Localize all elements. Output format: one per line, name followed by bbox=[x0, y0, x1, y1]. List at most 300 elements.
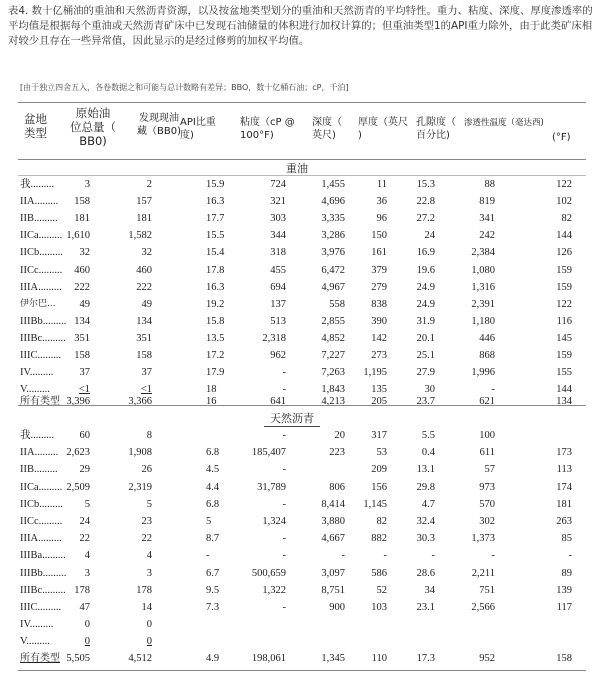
cell-por: 0.4 bbox=[421, 447, 435, 459]
row-label: IIA......... bbox=[20, 447, 59, 459]
cell-thick: 161 bbox=[371, 247, 387, 259]
cell-por: 4.7 bbox=[421, 498, 435, 510]
cell-temp: 117 bbox=[556, 602, 572, 613]
cell-api: 15.9 bbox=[206, 179, 225, 190]
cell-api: 4.4 bbox=[206, 481, 220, 493]
cell-perm: 1,316 bbox=[471, 281, 495, 293]
total-label: 所有类型 bbox=[20, 396, 60, 407]
cell-api: 15.4 bbox=[206, 247, 225, 259]
section-heavy-oil: 重油 bbox=[286, 162, 308, 175]
cell-perm: 302 bbox=[479, 516, 495, 527]
cell-por: 32.4 bbox=[416, 516, 435, 527]
table-row bbox=[0, 262, 600, 279]
cell-orig: 3 bbox=[84, 179, 90, 190]
cell-thick: 317 bbox=[371, 430, 387, 441]
cell-visc: 185,407 bbox=[251, 447, 286, 459]
header-temp: (°F) bbox=[552, 132, 571, 143]
cell-por: 31.9 bbox=[416, 315, 435, 327]
cell-temp: - bbox=[568, 550, 572, 562]
row-label: IIIBa......... bbox=[20, 550, 66, 562]
cell-thick: 103 bbox=[371, 602, 387, 613]
cell-por: - bbox=[431, 550, 435, 562]
row-label: 我......... bbox=[20, 179, 55, 190]
cell-perm: 1,996 bbox=[471, 367, 495, 379]
table-row bbox=[0, 313, 600, 330]
cell-thick: 11 bbox=[376, 179, 387, 190]
cell-perm: 2,566 bbox=[471, 602, 495, 613]
cell-temp: 122 bbox=[556, 298, 572, 310]
cell-api: 16.3 bbox=[206, 196, 225, 208]
cell-disc: 4 bbox=[146, 550, 152, 562]
cell-visc: 694 bbox=[270, 281, 286, 293]
cell-depth: 4,667 bbox=[321, 533, 345, 545]
total-row bbox=[0, 393, 600, 410]
cell-temp: 155 bbox=[556, 367, 572, 379]
cell-api: 4.5 bbox=[206, 464, 220, 476]
total-cell-depth: 1,345 bbox=[321, 653, 345, 664]
table-row bbox=[0, 496, 600, 513]
total-cell-disc: 4,512 bbox=[128, 653, 152, 664]
table-caption: 表4. 数十亿桶油的重油和天然沥青资源，以及按盆地类型划分的重油和天然沥青的平均特性。重力、粘度、深度、厚度渗透率的平均值是根据每个重油或天然沥青矿床中已发现石油储量的体积进行加权计算的；但重油类型1的API重力除外，由于此类矿床相对较少且存在一些异常值，因此显示的是经过修剪的加权平均值。 bbox=[8, 5, 593, 47]
cell-orig: 60 bbox=[79, 430, 90, 441]
cell-api: 6.8 bbox=[206, 447, 220, 459]
cell-perm: 973 bbox=[479, 481, 495, 493]
bottom-rule bbox=[18, 670, 586, 671]
cell-visc: 31,789 bbox=[257, 481, 286, 493]
cell-por: 30.3 bbox=[416, 533, 435, 545]
cell-visc: 137 bbox=[270, 298, 286, 310]
cell-disc: 134 bbox=[136, 315, 152, 327]
total-cell-orig: 3,396 bbox=[66, 396, 90, 407]
cell-depth: 2,855 bbox=[321, 315, 345, 327]
row-label: 我......... bbox=[20, 430, 55, 441]
cell-api: 13.5 bbox=[206, 332, 225, 344]
total-cell-temp: 134 bbox=[556, 396, 572, 407]
cell-temp: 145 bbox=[556, 332, 572, 344]
cell-orig: 29 bbox=[79, 464, 90, 476]
row-label: IIIC......... bbox=[20, 350, 62, 361]
cell-por: 15.3 bbox=[416, 179, 435, 190]
cell-thick: 96 bbox=[376, 213, 387, 225]
cell-temp: 144 bbox=[556, 230, 572, 242]
cell-perm: 2,211 bbox=[471, 567, 495, 579]
cell-temp: 82 bbox=[561, 213, 572, 225]
cell-visc: - bbox=[282, 464, 286, 476]
cell-depth: 3,286 bbox=[321, 230, 345, 242]
cell-api: 17.2 bbox=[206, 350, 225, 361]
cell-api: 8.7 bbox=[206, 533, 220, 545]
table-row bbox=[0, 582, 600, 599]
cell-depth: 3,880 bbox=[321, 516, 345, 527]
cell-depth: 3,335 bbox=[321, 213, 345, 225]
cell-thick: 209 bbox=[371, 464, 387, 476]
cell-perm: 1,373 bbox=[471, 533, 495, 545]
cell-thick: 150 bbox=[371, 230, 387, 242]
cell-disc: 222 bbox=[136, 281, 152, 293]
cell-api: 17.9 bbox=[206, 367, 225, 379]
cell-orig: 158 bbox=[74, 350, 90, 361]
cell-perm: 100 bbox=[479, 430, 495, 441]
header-basin: 盆地 类型 bbox=[24, 112, 47, 140]
total-row bbox=[0, 650, 600, 667]
cell-disc: <1 bbox=[140, 384, 152, 396]
cell-visc: - bbox=[282, 430, 286, 441]
cell-depth: 1,455 bbox=[321, 179, 345, 190]
table-row bbox=[0, 547, 600, 564]
cell-temp: 173 bbox=[556, 447, 572, 459]
cell-por: 19.6 bbox=[416, 264, 435, 276]
cell-thick: 390 bbox=[371, 315, 387, 327]
cell-depth: 20 bbox=[334, 430, 345, 441]
heavy-total-rule bbox=[18, 405, 586, 406]
cell-orig: 222 bbox=[74, 281, 90, 293]
cell-orig: 158 bbox=[74, 196, 90, 208]
cell-visc: 2,318 bbox=[262, 332, 286, 344]
cell-disc: 158 bbox=[136, 350, 152, 361]
cell-temp: 159 bbox=[556, 264, 572, 276]
cell-depth: 3,976 bbox=[321, 247, 345, 259]
total-cell-thick: 205 bbox=[371, 396, 387, 407]
cell-orig: 0 bbox=[84, 636, 90, 648]
cell-temp: 174 bbox=[556, 481, 572, 493]
row-label: IICa......... bbox=[20, 230, 63, 242]
cell-por: 5.5 bbox=[421, 430, 435, 441]
cell-visc: - bbox=[282, 384, 286, 396]
cell-perm: 1,180 bbox=[471, 315, 495, 327]
cell-thick: 142 bbox=[371, 332, 387, 344]
row-label: IIA......... bbox=[20, 196, 59, 208]
table-row bbox=[0, 427, 600, 444]
cell-por: 24.9 bbox=[416, 281, 435, 293]
cell-visc: 500,659 bbox=[251, 567, 286, 579]
total-cell-temp: 158 bbox=[556, 653, 572, 664]
cell-visc: 513 bbox=[270, 315, 286, 327]
cell-thick: 135 bbox=[371, 384, 387, 396]
cell-por: 23.1 bbox=[416, 602, 435, 613]
cell-visc: - bbox=[282, 602, 286, 613]
row-label: IICa......... bbox=[20, 481, 63, 493]
row-label: IIB......... bbox=[20, 213, 58, 225]
cell-por: 22.8 bbox=[416, 196, 435, 208]
cell-orig: 22 bbox=[79, 533, 90, 545]
cell-temp: 126 bbox=[556, 247, 572, 259]
row-label: IIIBb......... bbox=[20, 315, 67, 327]
cell-thick: 82 bbox=[376, 516, 387, 527]
total-cell-perm: 952 bbox=[479, 653, 495, 664]
cell-depth: 8,414 bbox=[321, 498, 345, 510]
cell-thick: 156 bbox=[371, 481, 387, 493]
cell-perm: 242 bbox=[479, 230, 495, 242]
cell-orig: 2,509 bbox=[66, 481, 90, 493]
cell-orig: 0 bbox=[84, 619, 90, 631]
cell-temp: 263 bbox=[556, 516, 572, 527]
cell-temp: 89 bbox=[561, 567, 572, 579]
cell-por: 29.8 bbox=[416, 481, 435, 493]
row-label: V......... bbox=[20, 636, 50, 648]
cell-disc: 181 bbox=[136, 213, 152, 225]
cell-orig: 49 bbox=[79, 298, 90, 310]
cell-api: 15.8 bbox=[206, 315, 225, 327]
header-depth: 深度（ 英尺) bbox=[312, 117, 342, 141]
cell-visc: 321 bbox=[270, 196, 286, 208]
cell-orig: 460 bbox=[74, 264, 90, 276]
cell-api: 15.5 bbox=[206, 230, 225, 242]
cell-disc: 0 bbox=[146, 636, 152, 648]
cell-visc: 962 bbox=[270, 350, 286, 361]
cell-temp: 122 bbox=[556, 179, 572, 190]
cell-depth: 806 bbox=[329, 481, 345, 493]
cell-orig: 4 bbox=[84, 550, 90, 562]
cell-orig: <1 bbox=[78, 384, 90, 396]
table-row bbox=[0, 347, 600, 364]
row-label: IV......... bbox=[20, 367, 54, 379]
cell-disc: 5 bbox=[146, 498, 152, 510]
cell-disc: 23 bbox=[141, 516, 152, 527]
top-rule bbox=[18, 102, 586, 103]
row-label: IICb......... bbox=[20, 498, 63, 510]
cell-depth: 6,472 bbox=[321, 264, 345, 276]
table-row bbox=[0, 330, 600, 347]
table-row bbox=[0, 616, 600, 633]
cell-api: 19.2 bbox=[206, 298, 225, 310]
cell-depth: 4,852 bbox=[321, 332, 345, 344]
total-label: 所有类型 bbox=[20, 653, 60, 664]
cell-disc: 2,319 bbox=[128, 481, 152, 493]
cell-api: 17.8 bbox=[206, 264, 225, 276]
cell-perm: 611 bbox=[479, 447, 495, 459]
cell-perm: - bbox=[491, 384, 495, 396]
cell-por: 27.2 bbox=[416, 213, 435, 225]
cell-depth: - bbox=[341, 550, 345, 562]
cell-api: 18 bbox=[206, 384, 217, 396]
total-cell-por: 23.7 bbox=[416, 396, 435, 407]
row-label: IIB......... bbox=[20, 464, 58, 476]
cell-depth: 3,097 bbox=[321, 567, 345, 579]
cell-por: 25.1 bbox=[416, 350, 435, 361]
header-original: 原始油 位总量（ BB0) bbox=[70, 106, 116, 148]
cell-orig: 178 bbox=[74, 584, 90, 596]
cell-disc: 22 bbox=[141, 533, 152, 545]
table-row bbox=[0, 210, 600, 227]
header-porosity: 孔隙度（ 百分比) bbox=[416, 117, 456, 141]
row-label: IIIA......... bbox=[20, 533, 62, 545]
cell-visc: 1,322 bbox=[262, 584, 286, 596]
cell-depth: 7,227 bbox=[321, 350, 345, 361]
total-cell-perm: 621 bbox=[479, 396, 495, 407]
cell-depth: 8,751 bbox=[321, 584, 345, 596]
cell-depth: 900 bbox=[329, 602, 345, 613]
section-bitumen: 天然沥青 bbox=[264, 410, 320, 427]
cell-disc: 26 bbox=[141, 464, 152, 476]
cell-disc: 1,582 bbox=[128, 230, 152, 242]
cell-por: 16.9 bbox=[416, 247, 435, 259]
table-row bbox=[0, 479, 600, 496]
cell-api: 6.8 bbox=[206, 498, 220, 510]
cell-por: 28.6 bbox=[416, 567, 435, 579]
header-discovered: 发现现油 藏（BB0) bbox=[137, 113, 181, 137]
table-row bbox=[0, 513, 600, 530]
table-row bbox=[0, 176, 600, 193]
header-api: API比重 度) bbox=[180, 117, 216, 141]
total-cell-orig: 5,505 bbox=[66, 653, 90, 664]
table-row bbox=[0, 461, 600, 478]
cell-depth: 7,263 bbox=[321, 367, 345, 379]
cell-temp: 102 bbox=[556, 196, 572, 208]
cell-api: - bbox=[206, 550, 210, 562]
cell-orig: 1,610 bbox=[66, 230, 90, 242]
cell-por: 13.1 bbox=[416, 464, 435, 476]
cell-thick: 36 bbox=[376, 196, 387, 208]
cell-visc: - bbox=[282, 533, 286, 545]
cell-temp: 116 bbox=[556, 315, 572, 327]
cell-por: 24 bbox=[424, 230, 435, 242]
row-label: IICb......... bbox=[20, 247, 63, 259]
row-label: IIIBc......... bbox=[20, 332, 66, 344]
table-row bbox=[0, 279, 600, 296]
total-cell-por: 17.3 bbox=[416, 653, 435, 664]
cell-api: 16.3 bbox=[206, 281, 225, 293]
cell-disc: 351 bbox=[136, 332, 152, 344]
cell-perm: - bbox=[491, 550, 495, 562]
total-cell-disc: 3,366 bbox=[128, 396, 152, 407]
cell-disc: 14 bbox=[141, 602, 152, 613]
cell-visc: 724 bbox=[270, 179, 286, 190]
row-label: IIIA......... bbox=[20, 281, 62, 293]
cell-visc: 455 bbox=[270, 264, 286, 276]
cell-thick: 882 bbox=[371, 533, 387, 545]
cell-thick: 1,195 bbox=[363, 367, 387, 379]
cell-thick: 279 bbox=[371, 281, 387, 293]
table-row bbox=[0, 364, 600, 381]
cell-perm: 1,080 bbox=[471, 264, 495, 276]
row-label: IIIBc......... bbox=[20, 584, 66, 596]
total-cell-visc: 198,061 bbox=[251, 653, 286, 664]
header-thickness: 厚度（英尺 ) bbox=[358, 117, 408, 141]
cell-perm: 2,384 bbox=[471, 247, 495, 259]
table-row bbox=[0, 444, 600, 461]
cell-temp: 113 bbox=[556, 464, 572, 476]
cell-depth: 223 bbox=[329, 447, 345, 459]
cell-perm: 2,391 bbox=[471, 298, 495, 310]
cell-perm: 751 bbox=[479, 584, 495, 596]
cell-visc: - bbox=[282, 550, 286, 562]
table-row bbox=[0, 599, 600, 616]
cell-orig: 2,623 bbox=[66, 447, 90, 459]
cell-perm: 868 bbox=[479, 350, 495, 361]
cell-temp: 159 bbox=[556, 281, 572, 293]
table-row bbox=[0, 530, 600, 547]
cell-perm: 570 bbox=[479, 498, 495, 510]
cell-api: 7.3 bbox=[206, 602, 220, 613]
cell-thick: 52 bbox=[376, 584, 387, 596]
header-permeability: 渗透性温度（毫达西) bbox=[464, 118, 544, 128]
cell-perm: 57 bbox=[484, 464, 495, 476]
total-cell-api: 16 bbox=[206, 396, 217, 407]
table-row bbox=[0, 227, 600, 244]
cell-visc: - bbox=[282, 498, 286, 510]
table-row bbox=[0, 244, 600, 261]
cell-visc: 344 bbox=[270, 230, 286, 242]
cell-visc: 303 bbox=[270, 213, 286, 225]
row-label: IV......... bbox=[20, 619, 54, 631]
cell-orig: 134 bbox=[74, 315, 90, 327]
cell-disc: 178 bbox=[136, 584, 152, 596]
cell-thick: 838 bbox=[371, 298, 387, 310]
total-cell-thick: 110 bbox=[371, 653, 387, 664]
cell-perm: 446 bbox=[479, 332, 495, 344]
cell-disc: 2 bbox=[146, 179, 152, 190]
cell-disc: 49 bbox=[141, 298, 152, 310]
table-note: [由于独立四舍五入，各卷数据之和可能与总计数略有差异；BBO，数十亿桶石油；cP，千泊] bbox=[20, 83, 349, 92]
cell-orig: 181 bbox=[74, 213, 90, 225]
table-row bbox=[0, 193, 600, 210]
cell-temp: 159 bbox=[556, 350, 572, 361]
cell-temp: 181 bbox=[556, 498, 572, 510]
cell-api: 6.7 bbox=[206, 567, 220, 579]
cell-disc: 3 bbox=[146, 567, 152, 579]
cell-visc: 1,324 bbox=[262, 516, 286, 527]
cell-api: 5 bbox=[206, 516, 212, 527]
cell-api: 17.7 bbox=[206, 213, 225, 225]
header-viscosity: 粘度（cP @ 100°F) bbox=[240, 117, 295, 141]
cell-orig: 351 bbox=[74, 332, 90, 344]
row-label: 伊尔巴... bbox=[20, 298, 56, 309]
cell-visc: 318 bbox=[270, 247, 286, 259]
cell-thick: 273 bbox=[371, 350, 387, 361]
table-row bbox=[0, 633, 600, 650]
cell-disc: 1,908 bbox=[128, 447, 152, 459]
cell-disc: 8 bbox=[146, 430, 152, 441]
cell-depth: 558 bbox=[329, 298, 345, 310]
cell-orig: 47 bbox=[79, 602, 90, 613]
cell-temp: 85 bbox=[561, 533, 572, 545]
row-label: IIIBb......... bbox=[20, 567, 67, 579]
row-label: IICc......... bbox=[20, 516, 63, 527]
cell-orig: 32 bbox=[79, 247, 90, 259]
cell-disc: 37 bbox=[141, 367, 152, 379]
cell-orig: 37 bbox=[79, 367, 90, 379]
total-cell-depth: 4,213 bbox=[321, 396, 345, 407]
cell-disc: 157 bbox=[136, 196, 152, 208]
cell-disc: 0 bbox=[146, 619, 152, 631]
cell-por: 27.9 bbox=[416, 367, 435, 379]
cell-thick: - bbox=[383, 550, 387, 562]
row-label: V......... bbox=[20, 384, 50, 396]
cell-temp: 144 bbox=[556, 384, 572, 396]
cell-perm: 819 bbox=[479, 196, 495, 208]
total-cell-api: 4.9 bbox=[206, 653, 220, 664]
cell-orig: 3 bbox=[84, 567, 90, 579]
cell-orig: 5 bbox=[84, 498, 90, 510]
cell-depth: 1,843 bbox=[321, 384, 345, 396]
cell-thick: 379 bbox=[371, 264, 387, 276]
cell-por: 30 bbox=[424, 384, 435, 396]
row-label: IICc......... bbox=[20, 264, 63, 276]
cell-perm: 341 bbox=[479, 213, 495, 225]
cell-por: 24.9 bbox=[416, 298, 435, 310]
row-label: IIIC......... bbox=[20, 602, 62, 613]
cell-temp: 139 bbox=[556, 584, 572, 596]
table-row bbox=[0, 296, 600, 313]
cell-por: 34 bbox=[424, 584, 435, 596]
total-cell-visc: 641 bbox=[270, 396, 286, 407]
cell-orig: 24 bbox=[79, 516, 90, 527]
cell-thick: 53 bbox=[376, 447, 387, 459]
cell-visc: - bbox=[282, 367, 286, 379]
cell-api: 9.5 bbox=[206, 584, 220, 596]
cell-thick: 586 bbox=[371, 567, 387, 579]
cell-depth: 4,967 bbox=[321, 281, 345, 293]
